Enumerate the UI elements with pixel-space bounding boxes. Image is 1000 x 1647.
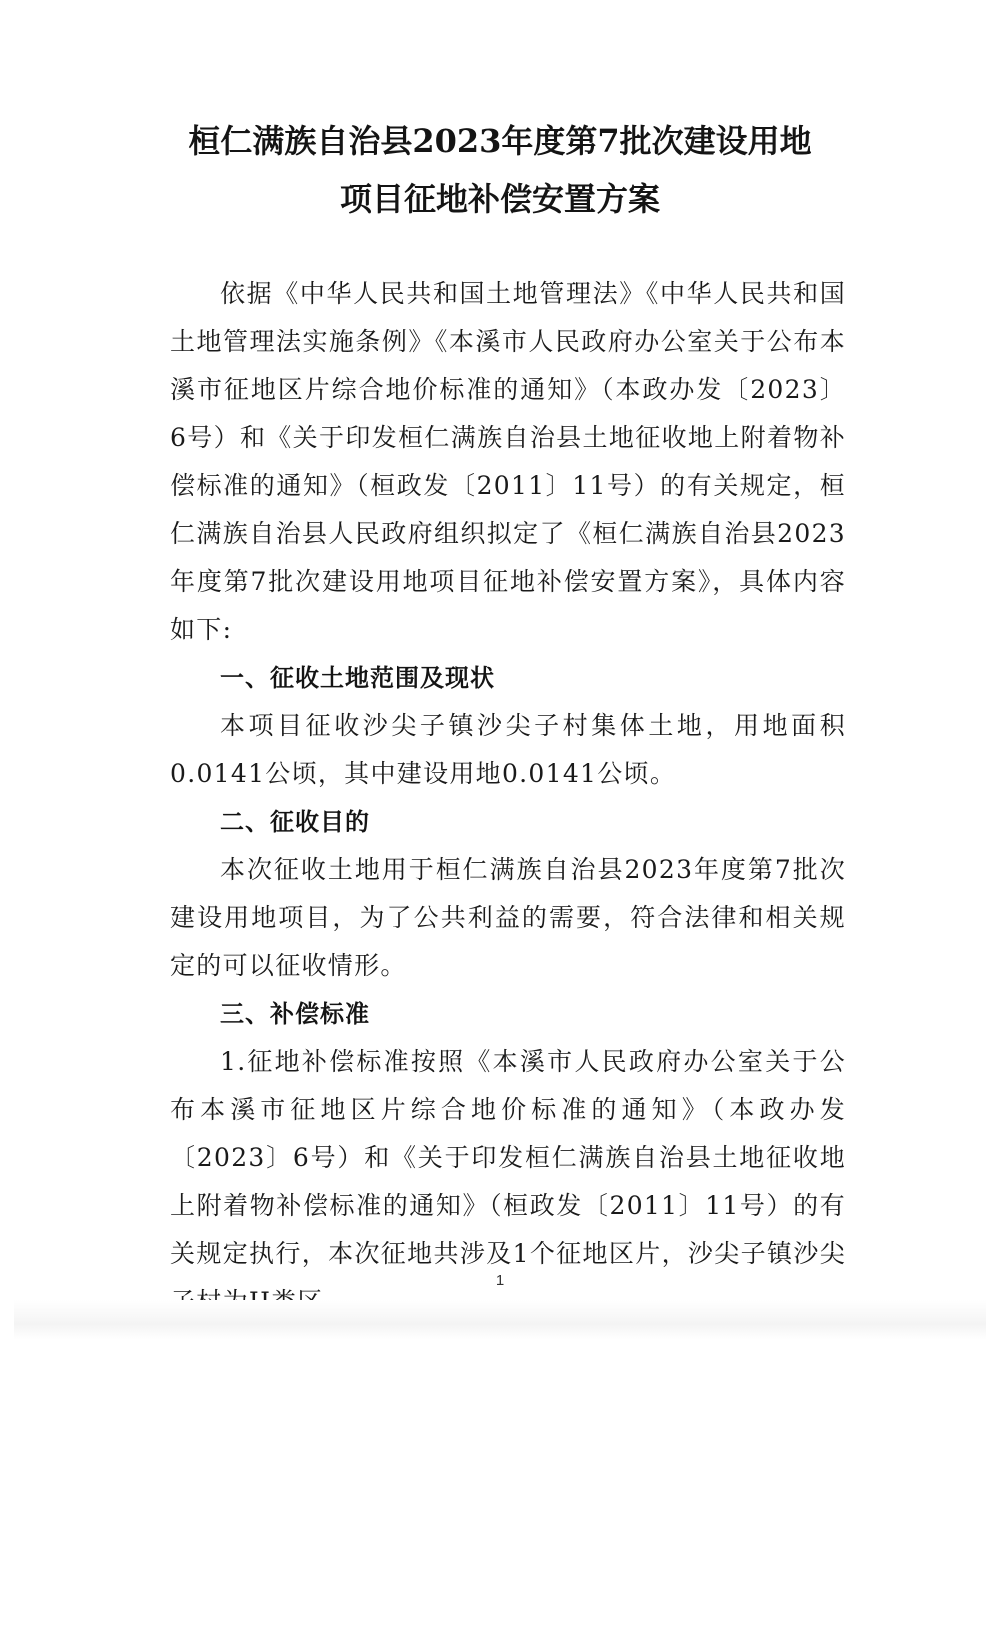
title-line-1: 桓仁满族自治县2023年度第7批次建设用地 [188, 122, 812, 160]
section-heading-2: 二、征收目的 [220, 808, 370, 836]
page-edge-shadow [14, 1300, 986, 1340]
title-line-2: 项目征地补偿安置方案 [339, 180, 660, 218]
section-1-paragraph: 本项目征收沙尖子镇沙尖子村集体土地，用地面积0.0141公顷，其中建设用地0.0141公顷。 [170, 711, 846, 788]
page-number: 1 [495, 1272, 505, 1289]
section-3-paragraph: 1.征地补偿标准按照《本溪市人民政府办公室关于公布本溪市征地区片综合地价标准的通知》（本政办发〔2023〕6号）和《关于印发桓仁满族自治县土地征收地上附着物补偿标准的通知》（桓政发〔2011〕11号）的有关规定执行，本次征地共涉及1个征地区片，沙尖子镇沙尖 [170, 1047, 846, 1268]
document-title [0, 112, 1000, 228]
section-heading-3: 三、补偿标准 [220, 1000, 370, 1028]
section-2-paragraph: 本次征收土地用于桓仁满族自治县2023年度第7批次建设用地项目，为了公共利益的需要，符合法律和相关规定的可以征收情形。 [170, 855, 846, 980]
section-heading-1: 一、征收土地范围及现状 [220, 664, 495, 692]
document-body [170, 270, 846, 1326]
intro-paragraph: 依据《中华人民共和国土地管理法》《中华人民共和国土地管理法实施条例》《本溪市人民政府办公室关于公布本溪市征地区片综合地价标准的通知》（本政办发〔2023〕6号）和《关于印发桓仁满族自治县土地征收地上附着物补偿标准的通知》（桓政发〔2011〕11号）的有关规定，桓仁满族自治县人民政府组织拟定了《桓仁满族自治县2023年度第7批次建设用地项目征地补偿安置方案》，具体内容如下: [170, 279, 846, 644]
